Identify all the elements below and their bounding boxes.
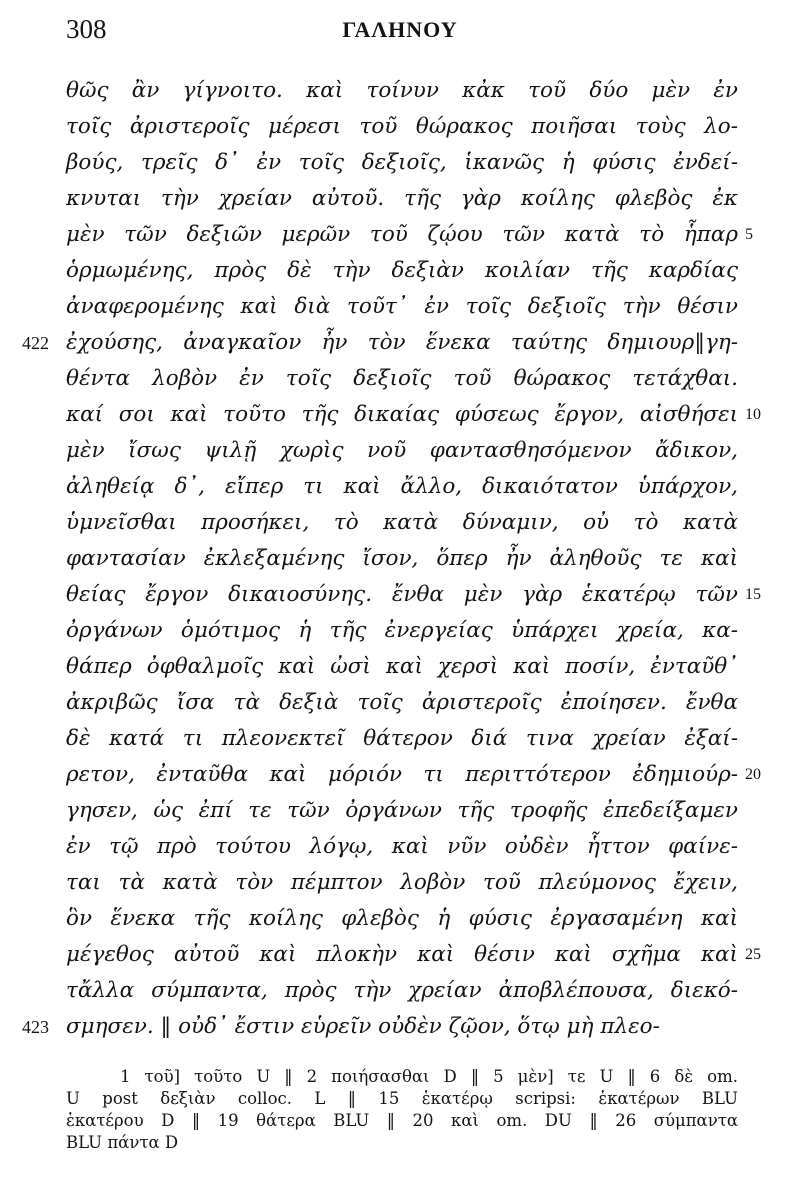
text-line: καί σοι καὶ τοῦτο τῆς δικαίας φύσεως ἔργον, αἰσθήσει bbox=[66, 402, 738, 427]
text-line: μέγεθος αὐτοῦ καὶ πλοκὴν καὶ θέσιν καὶ σχῆμα καὶ bbox=[66, 942, 738, 967]
text-line: φαντασίαν ἐκλεξαμένης ἴσον, ὅπερ ἦν ἀληθοῦς τε καὶ bbox=[66, 546, 738, 571]
line-number: 25 bbox=[745, 946, 761, 963]
text-line: μὲν ἴσως ψιλῇ χωρὶς νοῦ φαντασθησόμενον ἄδικον, bbox=[66, 438, 738, 463]
text-line: ὃν ἕνεκα τῆς κοίλης φλεβὸς ἡ φύσις ἐργασαμένη καὶ bbox=[66, 906, 738, 931]
apparatus-line: U post δεξιὰν colloc. L ‖ 15 ἑκατέρῳ scripsi: ἑκατέρων BLU bbox=[66, 1089, 738, 1108]
text-line: βούς, τρεῖς δ᾽ ἐν τοῖς δεξιοῖς, ἱκανῶς ἡ φύσις ἐνδεί- bbox=[66, 150, 738, 175]
edition-page-ref: 423 bbox=[22, 1017, 49, 1037]
text-line: ρετον, ἐνταῦθα καὶ μόριόν τι περιττότερον ἐδημιούρ- bbox=[66, 762, 738, 787]
text-line: ἐν τῷ πρὸ τούτου λόγῳ, καὶ νῦν οὐδὲν ἧττον φαίνε- bbox=[66, 834, 738, 859]
line-number: 10 bbox=[745, 406, 761, 423]
text-line: γησεν, ὡς ἐπί τε τῶν ὀργάνων τῆς τροφῆς ἐπεδείξαμεν bbox=[66, 798, 738, 823]
text-line: θάπερ ὀφθαλμοῖς καὶ ὠσὶ καὶ χερσὶ καὶ ποσίν, ἐνταῦθ᾽ bbox=[66, 654, 738, 679]
edition-page-ref: 422 bbox=[22, 333, 49, 353]
text-line: ται τὰ κατὰ τὸν πέμπτον λοβὸν τοῦ πλεύμονος ἔχειν, bbox=[66, 870, 738, 895]
page-number: 308 bbox=[66, 14, 107, 44]
text-line: ἐχούσης, ἀναγκαῖον ἦν τὸν ἕνεκα ταύτης δημιουρ‖γη- bbox=[66, 330, 738, 355]
page-header bbox=[0, 14, 800, 54]
apparatus-line: ἑκατέρου D ‖ 19 θάτερα BLU ‖ 20 καὶ om. DU ‖ 26 σύμπαντα bbox=[66, 1111, 738, 1130]
text-line: τοῖς ἀριστεροῖς μέρεσι τοῦ θώρακος ποιῆσαι τοὺς λο- bbox=[66, 114, 738, 139]
apparatus-line: 1 τοῦ] τοῦτο U ‖ 2 ποιήσασθαι D ‖ 5 μὲν] τε U ‖ 6 δὲ om. bbox=[120, 1067, 738, 1086]
text-line: ἀκριβῶς ἴσα τὰ δεξιὰ τοῖς ἀριστεροῖς ἐποίησεν. ἔνθα bbox=[66, 690, 738, 715]
text-line: ὑμνεῖσθαι προσήκει, τὸ κατὰ δύναμιν, οὐ τὸ κατὰ bbox=[66, 510, 738, 535]
text-line: θείας ἔργον δικαιοσύνης. ἔνθα μὲν γὰρ ἑκατέρῳ τῶν bbox=[66, 582, 738, 607]
text-line: ἀναφερομένης καὶ διὰ τοῦτ᾽ ἐν τοῖς δεξιοῖς τὴν θέσιν bbox=[66, 294, 738, 319]
line-number: 20 bbox=[745, 766, 761, 783]
text-line: θέντα λοβὸν ἐν τοῖς δεξιοῖς τοῦ θώρακος τετάχθαι. bbox=[66, 366, 738, 391]
text-line: δὲ κατά τι πλεονεκτεῖ θάτερον διά τινα χρείαν ἐξαί- bbox=[66, 726, 738, 751]
line-number: 5 bbox=[745, 226, 753, 243]
text-line: ὀργάνων ὁμότιμος ἡ τῆς ἐνεργείας ὑπάρχει χρεία, κα- bbox=[66, 618, 738, 643]
text-line: τἄλλα σύμπαντα, πρὸς τὴν χρείαν ἀποβλέπουσα, διεκό- bbox=[66, 978, 738, 1003]
text-line: κνυται τὴν χρείαν αὐτοῦ. τῆς γὰρ κοίλης φλεβὸς ἐκ bbox=[66, 186, 738, 211]
apparatus-line: BLU πάντα D bbox=[66, 1133, 179, 1152]
text-line: ἀληθείᾳ δ᾽, εἴπερ τι καὶ ἄλλο, δικαιότατον ὑπάρχον, bbox=[66, 474, 738, 499]
critical-apparatus bbox=[66, 1066, 738, 1154]
text-line: ὁρμωμένης, πρὸς δὲ τὴν δεξιὰν κοιλίαν τῆς καρδίας bbox=[66, 258, 738, 283]
line-number: 15 bbox=[745, 586, 761, 603]
text-line: σμησεν. ‖ οὐδ᾽ ἔστιν εὑρεῖν οὐδὲν ζῷον, ὅτῳ μὴ πλεο- bbox=[66, 1014, 660, 1039]
text-line: θῶς ἂν γίγνοιτο. καὶ τοίνυν κἀκ τοῦ δύο μὲν ἐν bbox=[66, 78, 738, 103]
running-head: ΓΑΛΗΝΟΥ bbox=[342, 17, 458, 42]
text-line: μὲν τῶν δεξιῶν μερῶν τοῦ ζῴου τῶν κατὰ τὸ ἧπαρ bbox=[66, 222, 738, 247]
